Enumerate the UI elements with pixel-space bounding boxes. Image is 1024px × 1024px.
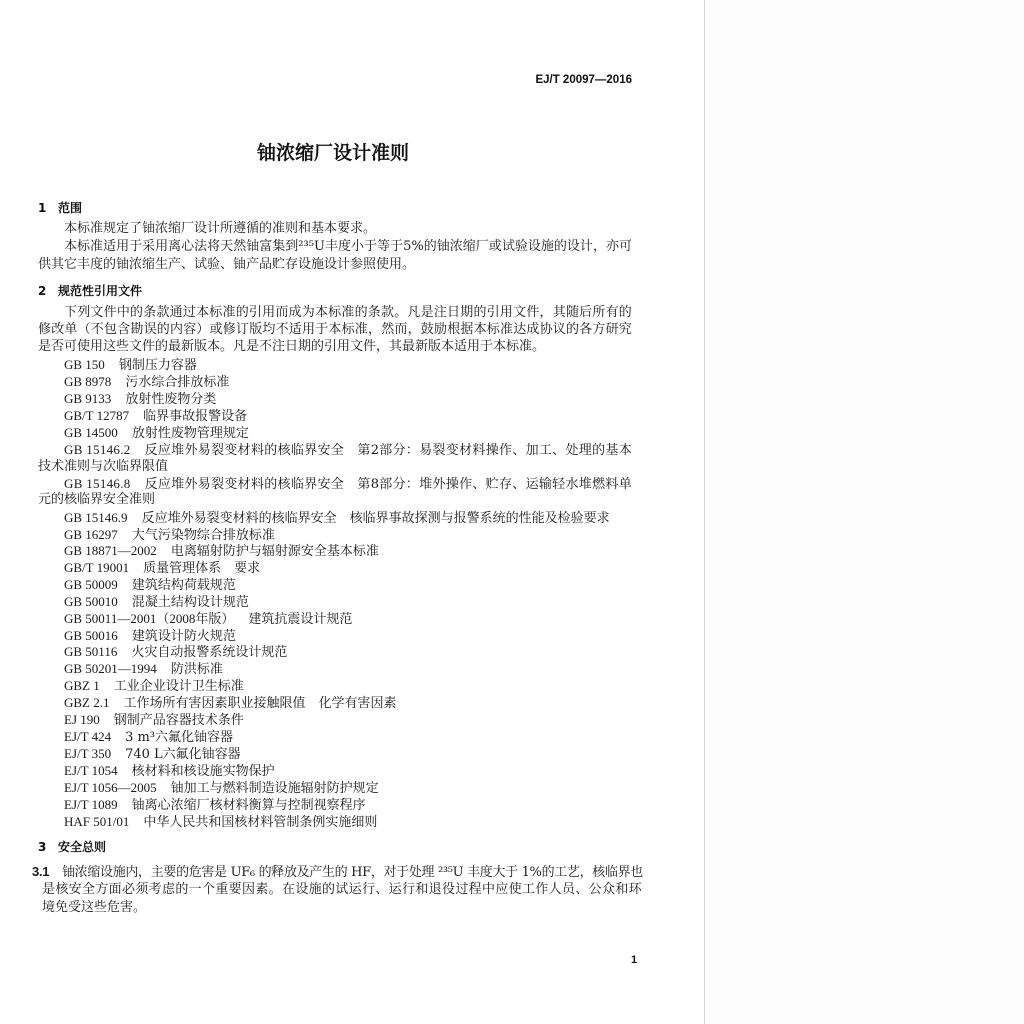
reference-code: EJ/T 1056—2005: [64, 780, 157, 795]
page-edge-divider: [704, 0, 705, 1024]
page-number: 1: [631, 954, 638, 966]
reference-title: 防洪标准: [170, 662, 223, 677]
reference-title: 工业企业设计卫生标准: [113, 679, 244, 694]
reference-item: [64, 797, 366, 814]
reference-title: 铀离心浓缩厂核材料衡算与控制视察程序: [131, 798, 366, 813]
reference-item: [64, 780, 379, 797]
reference-item: [64, 746, 241, 763]
section-heading-normative-references: [38, 283, 142, 299]
reference-code: EJ 190: [64, 712, 100, 727]
reference-code: EJ/T 1054: [64, 763, 118, 778]
clause-line: 是核安全方面必须考虑的一个重要因素。在设施的试运行、运行和退役过程中应使工作人员、公众和环: [42, 882, 642, 897]
reference-item: [64, 391, 216, 408]
reference-code: GB 50009: [64, 577, 118, 592]
reference-item: [64, 594, 249, 611]
reference-code: GB 50201—1994: [64, 661, 157, 676]
reference-code: GB 15146.8: [64, 476, 131, 491]
reference-item: [64, 527, 275, 544]
reference-title: 大气污染物综合排放标准: [131, 528, 275, 543]
clause-line: 境免受这些危害。: [42, 900, 147, 915]
reference-title: 放射性废物管理规定: [131, 426, 249, 441]
reference-item: [64, 814, 377, 831]
reference-item: [64, 628, 236, 645]
reference-code: EJ/T 350: [64, 746, 112, 761]
reference-title: 钢制产品容器技术条件: [113, 713, 244, 728]
reference-item: [64, 408, 247, 425]
section-heading-scope: [38, 200, 82, 216]
reference-item: [64, 442, 632, 459]
clause-text: 铀浓缩设施内，主要的危害是 UF₆ 的释放及产生的 HF，对于处理 ²³⁵U 丰度大于 1%的工艺，核临界也: [62, 865, 643, 880]
reference-code: HAF 501/01: [64, 814, 130, 829]
reference-title: 放射性废物分类: [125, 392, 217, 407]
reference-code: GBZ 1: [64, 678, 100, 693]
reference-item: [64, 644, 287, 661]
reference-code: GB 16297: [64, 527, 118, 542]
section-title: 规范性引用文件: [58, 284, 143, 298]
paragraph-line: 是否可使用这些文件的最新版本。凡是不注日期的引用文件，其最新版本适用于本标准。: [38, 339, 546, 354]
reference-code: GB 9133: [64, 391, 112, 406]
reference-title: 混凝土结构设计规范: [131, 595, 249, 610]
reference-title-continuation: 元的核临界安全准则: [38, 492, 156, 507]
reference-title: 建筑抗震设计规范: [248, 612, 353, 627]
reference-title: 中华人民共和国核材料管制条例实施细则: [143, 815, 378, 830]
reference-code: GB 14500: [64, 425, 118, 440]
reference-title: 3 m³六氟化铀容器: [125, 730, 234, 745]
paragraph-line: 下列文件中的条款通过本标准的引用而成为本标准的条款。凡是注日期的引用文件，其随后所有的: [64, 305, 632, 320]
paragraph-line: 供其它丰度的铀浓缩生产、试验、铀产品贮存设施设计参照使用。: [38, 257, 416, 272]
reference-item: [64, 357, 197, 374]
reference-title: 建筑结构荷载规范: [131, 578, 236, 593]
reference-code: GB 15146.2: [64, 442, 131, 457]
reference-title: 740 L六氟化铀容器: [125, 747, 241, 762]
reference-code: EJ/T 424: [64, 729, 112, 744]
reference-item: [64, 695, 397, 712]
paragraph-line: 修改单（不包含勘误的内容）或修订版均不适用于本标准，然而，鼓励根据本标准达成协议的各方研究: [38, 322, 632, 337]
reference-item: [64, 729, 233, 746]
reference-item: [64, 543, 379, 560]
reference-title-continuation: 技术准则与次临界限值: [38, 459, 169, 474]
clause-number: 3.1: [32, 864, 50, 879]
clause-line: [32, 864, 642, 881]
section-number: 2: [38, 284, 47, 298]
reference-title: 污水综合排放标准: [125, 375, 230, 390]
reference-title: 反应堆外易裂变材料的核临界安全 第8部分：堆外操作、贮存、运输轻水堆燃料单: [144, 477, 632, 492]
section-title: 安全总则: [58, 840, 107, 854]
reference-item: [64, 661, 223, 678]
standard-number: EJ/T 20097—2016: [535, 74, 632, 86]
reference-code: GB 150: [64, 357, 105, 372]
reference-item: [64, 425, 249, 442]
reference-code: GB 50016: [64, 628, 118, 643]
reference-title: 反应堆外易裂变材料的核临界安全 核临界事故探测与报警系统的性能及检验要求: [141, 511, 610, 526]
reference-title: 临界事故报警设备: [143, 409, 248, 424]
section-number: 1: [38, 201, 47, 215]
reference-item: [64, 678, 244, 695]
reference-title: 质量管理体系 要求: [143, 561, 261, 576]
paragraph-line: 本标准规定了铀浓缩厂设计所遵循的准则和基本要求。: [64, 221, 377, 236]
reference-title: 工作场所有害因素职业接触限值 化学有害因素: [123, 696, 397, 711]
reference-item: [64, 712, 244, 729]
reference-item: [64, 560, 260, 577]
paragraph-line: 本标准适用于采用离心法将天然铀富集到²³⁵U丰度小于等于5%的铀浓缩厂或试验设施的设计，亦可: [64, 239, 632, 254]
reference-item: [64, 374, 229, 391]
reference-title: 铀加工与燃料制造设施辐射防护规定: [170, 781, 379, 796]
reference-title: 建筑设计防火规范: [131, 629, 236, 644]
reference-code: GB 50010: [64, 594, 118, 609]
reference-title: 钢制压力容器: [118, 358, 197, 373]
reference-title: 火灾自动报警系统设计规范: [131, 645, 288, 660]
reference-code: EJ/T 1089: [64, 797, 118, 812]
reference-title: 电离辐射防护与辐射源安全基本标准: [170, 544, 379, 559]
reference-code: GB/T 19001: [64, 560, 130, 575]
blank-margin-area: [705, 0, 1024, 1024]
reference-code: GB 8978: [64, 374, 112, 389]
page-title: 铀浓缩厂设计准则: [257, 142, 410, 164]
reference-item: [64, 577, 236, 594]
reference-code: GB 50116: [64, 644, 118, 659]
reference-item: [64, 763, 275, 780]
section-heading-general-safety: [38, 839, 106, 855]
reference-item: [64, 476, 632, 493]
section-title: 范围: [58, 201, 83, 215]
reference-item: [64, 510, 610, 527]
reference-code: GB 15146.9: [64, 510, 128, 525]
reference-item: [64, 611, 352, 628]
reference-code: GB 18871—2002: [64, 543, 157, 558]
reference-code: GBZ 2.1: [64, 695, 110, 710]
section-number: 3: [38, 840, 47, 854]
reference-title: 核材料和核设施实物保护: [131, 764, 275, 779]
reference-code: GB/T 12787: [64, 408, 130, 423]
reference-code: GB 50011—2001（2008年版）: [64, 611, 235, 626]
reference-title: 反应堆外易裂变材料的核临界安全 第2部分：易裂变材料操作、加工、处理的基本: [144, 443, 632, 458]
